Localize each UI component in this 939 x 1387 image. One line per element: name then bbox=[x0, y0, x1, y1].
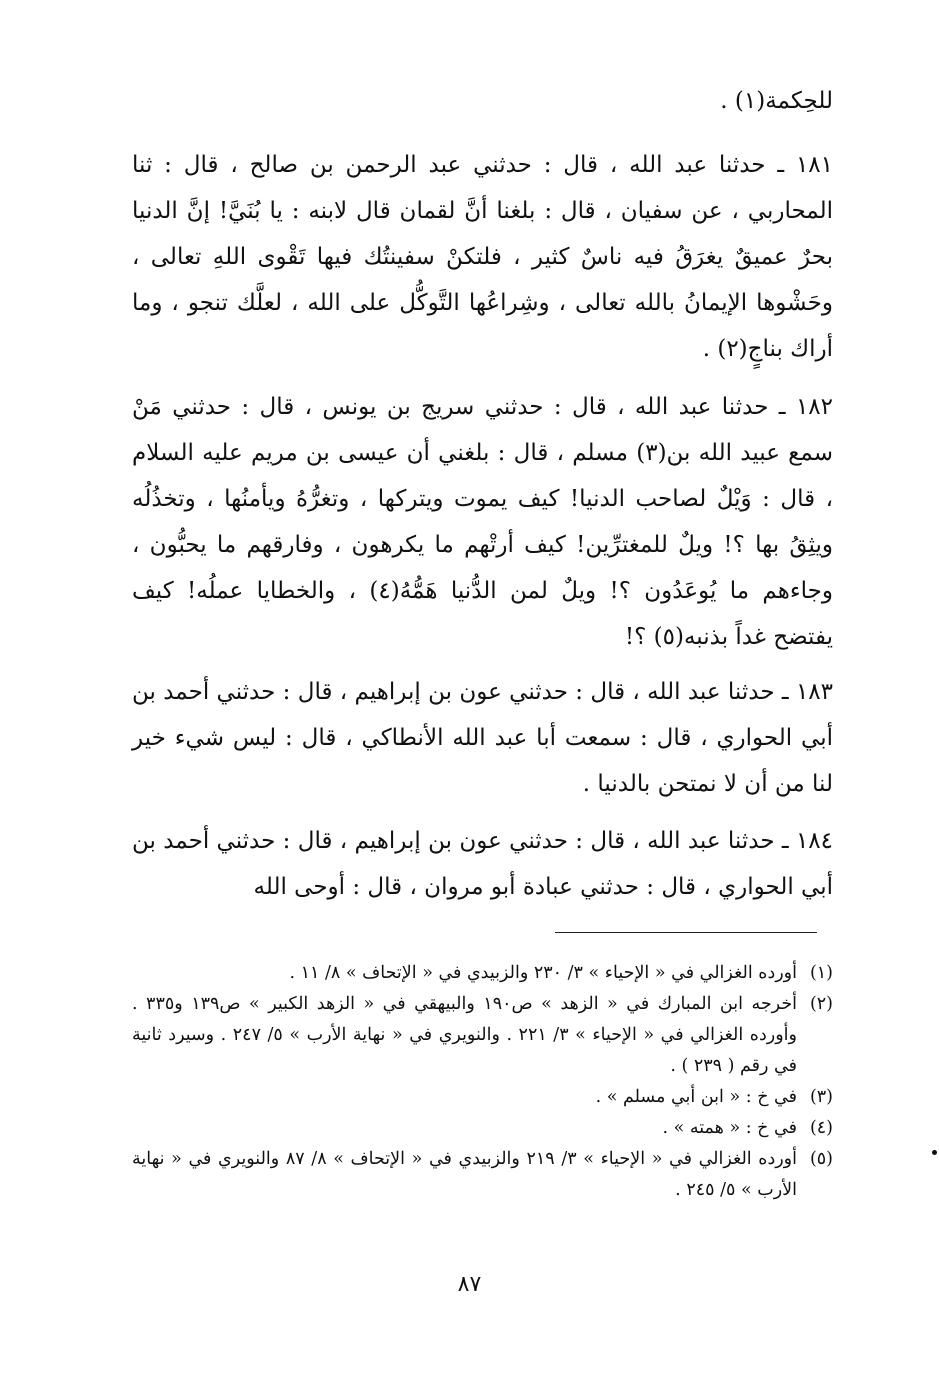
footnote-number: (٥) bbox=[809, 1149, 833, 1169]
footnote-number: (٤) bbox=[809, 1118, 833, 1138]
paragraph-184: ١٨٤ ـ حدثنا عبد الله ، قال : حدثني عون بن إبراهيم ، قال : حدثني أحمد بن أبي الحواري ، قال : حدثني عبادة أبو مروان ، قال : أوحى الله bbox=[132, 828, 833, 900]
footnote-item bbox=[132, 1144, 833, 1206]
paragraph-183: ١٨٣ ـ حدثنا عبد الله ، قال : حدثني عون بن إبراهيم ، قال : حدثني أحمد بن أبي الحواري ، قال : سمعت أبا عبد الله الأنطاكي ، قال : ليس شيء خير لنا من أن لا نمتحن بالدنيا . bbox=[132, 679, 833, 797]
footnote-item bbox=[132, 1082, 833, 1113]
footnote-number: (١) bbox=[809, 963, 833, 983]
footnote-item bbox=[132, 989, 833, 1082]
footnote-text: في خ : « همته » . bbox=[662, 1118, 797, 1138]
continuation-line: للحِكمة(١) . bbox=[720, 88, 833, 114]
footnote-text: في خ : « ابن أبي مسلم » . bbox=[595, 1087, 797, 1107]
footnote-text: أورده الغزالي في « الإحياء » ٣/ ٢٣٠ والزبيدي في « الإتحاف » ٨/ ١١ . bbox=[289, 963, 797, 983]
footnote-item bbox=[132, 958, 833, 989]
footnote-item bbox=[132, 1113, 833, 1144]
footnote-text: أخرجه ابن المبارك في « الزهد » ص١٩٠ والبيهقي في « الزهد الكبير » ص١٣٩ و٣٣٥ . وأورده الغزالي في « الإحياء » ٣/ ٢٢١ . والنويري في « نهاية الأرب » ٥/ ٢٤٧ . وسيرد ثانية في رقم ( ٢٣٩ ) . bbox=[132, 994, 797, 1076]
paragraph-181: ١٨١ ـ حدثنا عبد الله ، قال : حدثني عبد الرحمن بن صالح ، قال : ثنا المحاربي ، عن سفيان ، قال : بلغنا أنَّ لقمان قال لابنه : يا بُنَيَّ! إنَّ الدنيا بحرٌ عميقٌ يغرَقُ فيه ناسٌ كثير ، فلتكنْ سفينتُك فيها تَقْوى اللهِ تعالى ، وحَشْوها الإيمانُ بالله تعالى ، وشِراعُها التَّوكُّل على الله ، لعلَّك تنجو ، وما أراك بناجٍ(٢) . bbox=[132, 152, 833, 362]
footnote-number: (٣) bbox=[809, 1087, 833, 1107]
footnote-separator bbox=[555, 932, 817, 933]
paragraph-182: ١٨٢ ـ حدثنا عبد الله ، قال : حدثني سريج بن يونس ، قال : حدثني مَنْ سمع عبيد الله بن(٣) مسلم ، قال : بلغني أن عيسى بن مريم عليه السلام ، قال : وَيْلٌ لصاحب الدنيا! كيف يموت ويتركها ، وتغرُّهُ ويأمنُها ، وتخذُلُه ويثِقُ بها ؟! ويلٌ للمغترِّين! كيف أرتْهم ما يكرهون ، وفارقهم ما يحبُّون ، وجاءهم ما يُوعَدُون ؟! ويلٌ لمن الدُّنيا هَمُّهُ(٤) ، والخطايا عملُه! كيف يفتضح غداً بذنبه(٥) ؟! bbox=[132, 394, 834, 650]
footnote-number: (٢) bbox=[809, 994, 833, 1014]
footnotes bbox=[132, 958, 833, 1206]
scan-speck bbox=[932, 1150, 937, 1155]
footnote-text: أورده الغزالي في « الإحياء » ٣/ ٢١٩ والزبيدي في « الإتحاف » ٨/ ٨٧ والنويري في « نهاية الأرب » ٥/ ٢٤٥ . bbox=[132, 1149, 797, 1200]
page-number: ٨٧ bbox=[457, 1272, 482, 1297]
